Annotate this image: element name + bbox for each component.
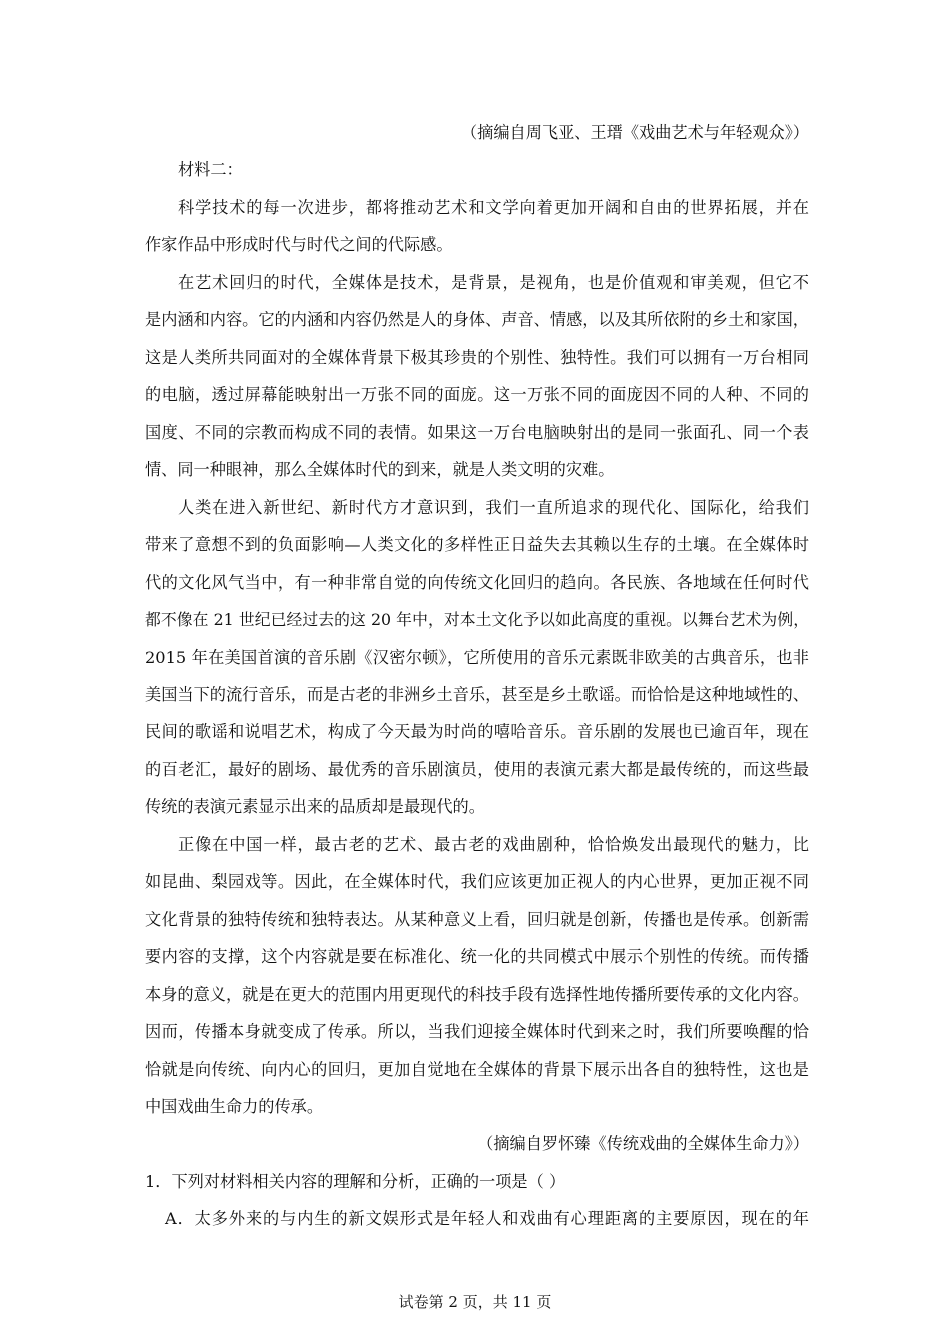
paragraph-2-line: 在艺术回归的时代，全媒体是技术，是背景，是视角，也是价值观和审美观，但它不 xyxy=(178,273,809,292)
paragraph-2-line: 国度、不同的宗教而构成不同的表情。如果这一万台电脑映射出的是同一张面孔、同一个表 xyxy=(145,423,809,442)
paragraph-4-line: 恰就是向传统、向内心的回归，更加自觉地在全媒体的背景下展示出各自的独特性，这也是 xyxy=(145,1060,809,1079)
paragraph-4-line: 中国戏曲生命力的传承。 xyxy=(145,1097,324,1116)
paragraph-4-line: 要内容的支撑，这个内容就是要在标准化、统一化的共同模式中展示个别性的传统。而传播 xyxy=(145,947,809,966)
paragraph-2-line: 是内涵和内容。它的内涵和内容仍然是人的身体、声音、情感，以及其所依附的乡土和家国， xyxy=(145,310,809,329)
paragraph-2-line: 情、同一种眼神，那么全媒体时代的到来，就是人类文明的灾难。 xyxy=(145,460,615,479)
paragraph-2-line: 的电脑，透过屏幕能映射出一万张不同的面庞。这一万张不同的面庞因不同的人种、不同的 xyxy=(145,385,809,404)
paragraph-1-line: 科学技术的每一次进步，都将推动艺术和文学向着更加开阔和自由的世界拓展，并在 xyxy=(178,198,809,217)
paragraph-4-line: 文化背景的独特传统和独特表达。从某种意义上看，回归就是创新，传播也是传承。创新需 xyxy=(145,910,809,929)
paragraph-3-line: 民间的歌谣和说唱艺术，构成了今天最为时尚的嘻哈音乐。音乐剧的发展也已逾百年，现在 xyxy=(145,722,809,741)
paragraph-3-line: 的百老汇，最好的剧场、最优秀的音乐剧演员，使用的表演元素大都是最传统的，而这些最 xyxy=(145,760,809,779)
paragraph-4-line: 正像在中国一样，最古老的艺术、最古老的戏曲剧种，恰恰焕发出最现代的魅力，比 xyxy=(178,835,809,854)
page-footer: 试卷第 2 页，共 11 页 xyxy=(398,1293,552,1311)
paragraph-3-line: 美国当下的流行音乐，而是古老的非洲乡土音乐，甚至是乡土歌谣。而恰恰是这种地域性的、 xyxy=(145,685,809,704)
paragraph-4-line: 本身的意义，就是在更大的范围内用更现代的科技手段有选择性地传播所要传承的文化内容。 xyxy=(145,985,809,1004)
paragraph-2-line: 这是人类所共同面对的全媒体背景下极其珍贵的个别性、独特性。我们可以拥有一万台相同 xyxy=(145,348,809,367)
question-1-stem: 1．下列对材料相关内容的理解和分析，正确的一项是（ ） xyxy=(145,1172,566,1191)
paragraph-4-line: 因而，传播本身就变成了传承。所以，当我们迎接全媒体时代到来之时，我们所要唤醒的恰 xyxy=(145,1022,809,1041)
paragraph-3-line: 都不像在 21 世纪已经过去的这 20 年中，对本土文化予以如此高度的重视。以舞台艺术为例， xyxy=(145,610,809,629)
paragraph-3-line: 带来了意想不到的负面影响—人类文化的多样性正日益失去其赖以生存的土壤。在全媒体时 xyxy=(145,535,809,554)
question-1-option-a: A．太多外来的与内生的新文娱形式是年轻人和戏曲有心理距离的主要原因，现在的年 xyxy=(165,1209,809,1228)
source-citation-1: （摘编自周飞亚、王瑨《戏曲艺术与年轻观众》） xyxy=(460,123,809,142)
source-citation-2: （摘编自罗怀臻《传统戏曲的全媒体生命力》） xyxy=(477,1134,809,1153)
paragraph-4-line: 如昆曲、梨园戏等。因此，在全媒体时代，我们应该更加正视人的内心世界，更加正视不同 xyxy=(145,872,809,891)
material-2-heading: 材料二： xyxy=(178,160,243,179)
paragraph-3-line: 2015 年在美国首演的音乐剧《汉密尔顿》，它所使用的音乐元素既非欧美的古典音乐，也非 xyxy=(145,648,809,667)
paragraph-3-line: 传统的表演元素显示出来的品质却是最现代的。 xyxy=(145,797,485,816)
paragraph-1-line: 作家作品中形成时代与时代之间的代际感。 xyxy=(145,235,453,254)
paragraph-3-line: 人类在进入新世纪、新时代方才意识到，我们一直所追求的现代化、国际化，给我们 xyxy=(178,498,809,517)
paragraph-3-line: 代的文化风气当中，有一种非常自觉的向传统文化回归的趋向。各民族、各地域在任何时代 xyxy=(145,573,809,592)
